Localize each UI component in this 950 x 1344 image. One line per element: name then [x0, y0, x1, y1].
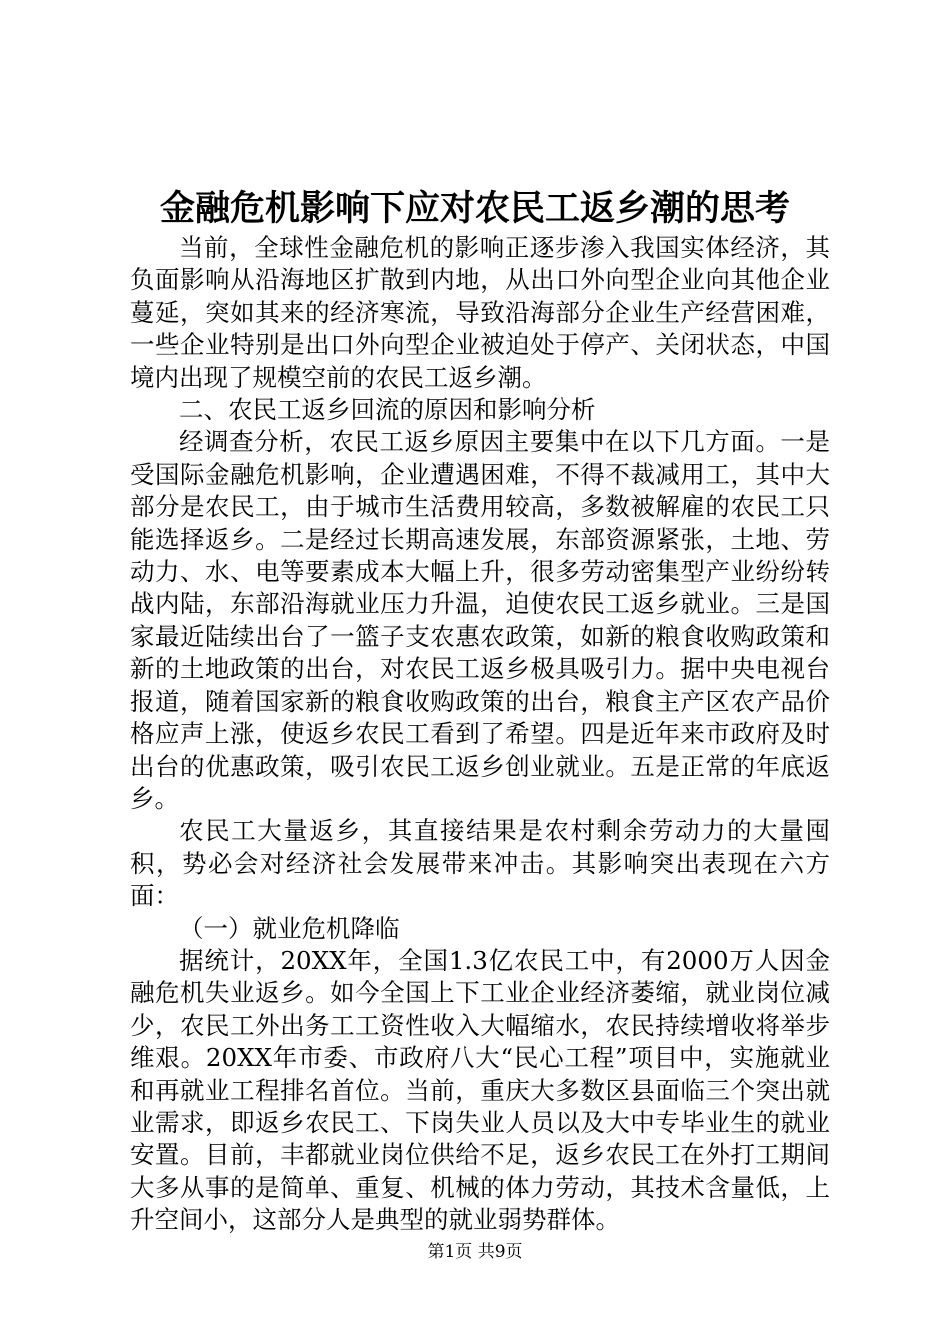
section-heading-causes: 二、农民工返乡回流的原因和影响分析: [179, 395, 596, 425]
page-footer: 第1页 共9页: [427, 1242, 523, 1262]
paragraph-employment: 据统计，20XX年，全国1.3亿农民工中，有2000万人因金融危机失业返乡。如今全国上下工业企业经济萎缩，就业岗位减少，农民工外出务工工资性收入大幅缩水，农民持续增收将举步维艰。20XX年市委、市政府八大“民心工程”项目中，实施就业和再就业工程排名首位。当前，重庆大多数区县面临三个突出就业需求，即返乡农民工、下岗失业人员以及大中专毕业生的就业安置。目前，丰都就业岗位供给不足，返乡农民工在外打工期间大多从事的是简单、重复、机械的体力劳动，其技术含量低，上升空间小，这部分人是典型的就业弱势群体。: [130, 945, 830, 1235]
paragraph-causes: 经调查分析，农民工返乡原因主要集中在以下几方面。一是受国际金融危机影响，企业遭遇困难，不得不裁减用工，其中大部分是农民工，由于城市生活费用较高，多数被解雇的农民工只能选择返乡。二是经过长期高速发展，东部资源紧张，土地、劳动力、水、电等要素成本大幅上升，很多劳动密集型产业纷纷转战内陆，东部沿海就业压力升温，迫使农民工返乡就业。三是国家最近陆续出台了一篮子支农惠农政策，如新的粮食收购政策和新的土地政策的出台，对农民工返乡极具吸引力。据中央电视台报道，随着国家新的粮食收购政策的出台，粮食主产区农产品价格应声上涨，使返乡农民工看到了希望。四是近年来市政府及时出台的优惠政策，吸引农民工返乡创业就业。五是正常的年底返乡。: [130, 427, 830, 813]
document-body: [130, 232, 830, 1237]
subheading-employment-crisis: （一）就业危机降临: [179, 913, 400, 943]
paragraph-intro: 当前，全球性金融危机的影响正逐步渗入我国实体经济，其负面影响从沿海地区扩散到内地，从出口外向型企业向其他企业蔓延，突如其来的经济寒流，导致沿海部分企业生产经营困难，一些企业特别是出口外向型企业被迫处于停产、关闭状态，中国境内出现了规模空前的农民工返乡潮。: [130, 233, 830, 392]
paragraph-impact: 农民工大量返乡，其直接结果是农村剩余劳动力的大量囤积，势必会对经济社会发展带来冲击。其影响突出表现在六方面：: [130, 816, 830, 911]
document-title: 金融危机影响下应对农民工返乡潮的思考: [159, 188, 790, 229]
